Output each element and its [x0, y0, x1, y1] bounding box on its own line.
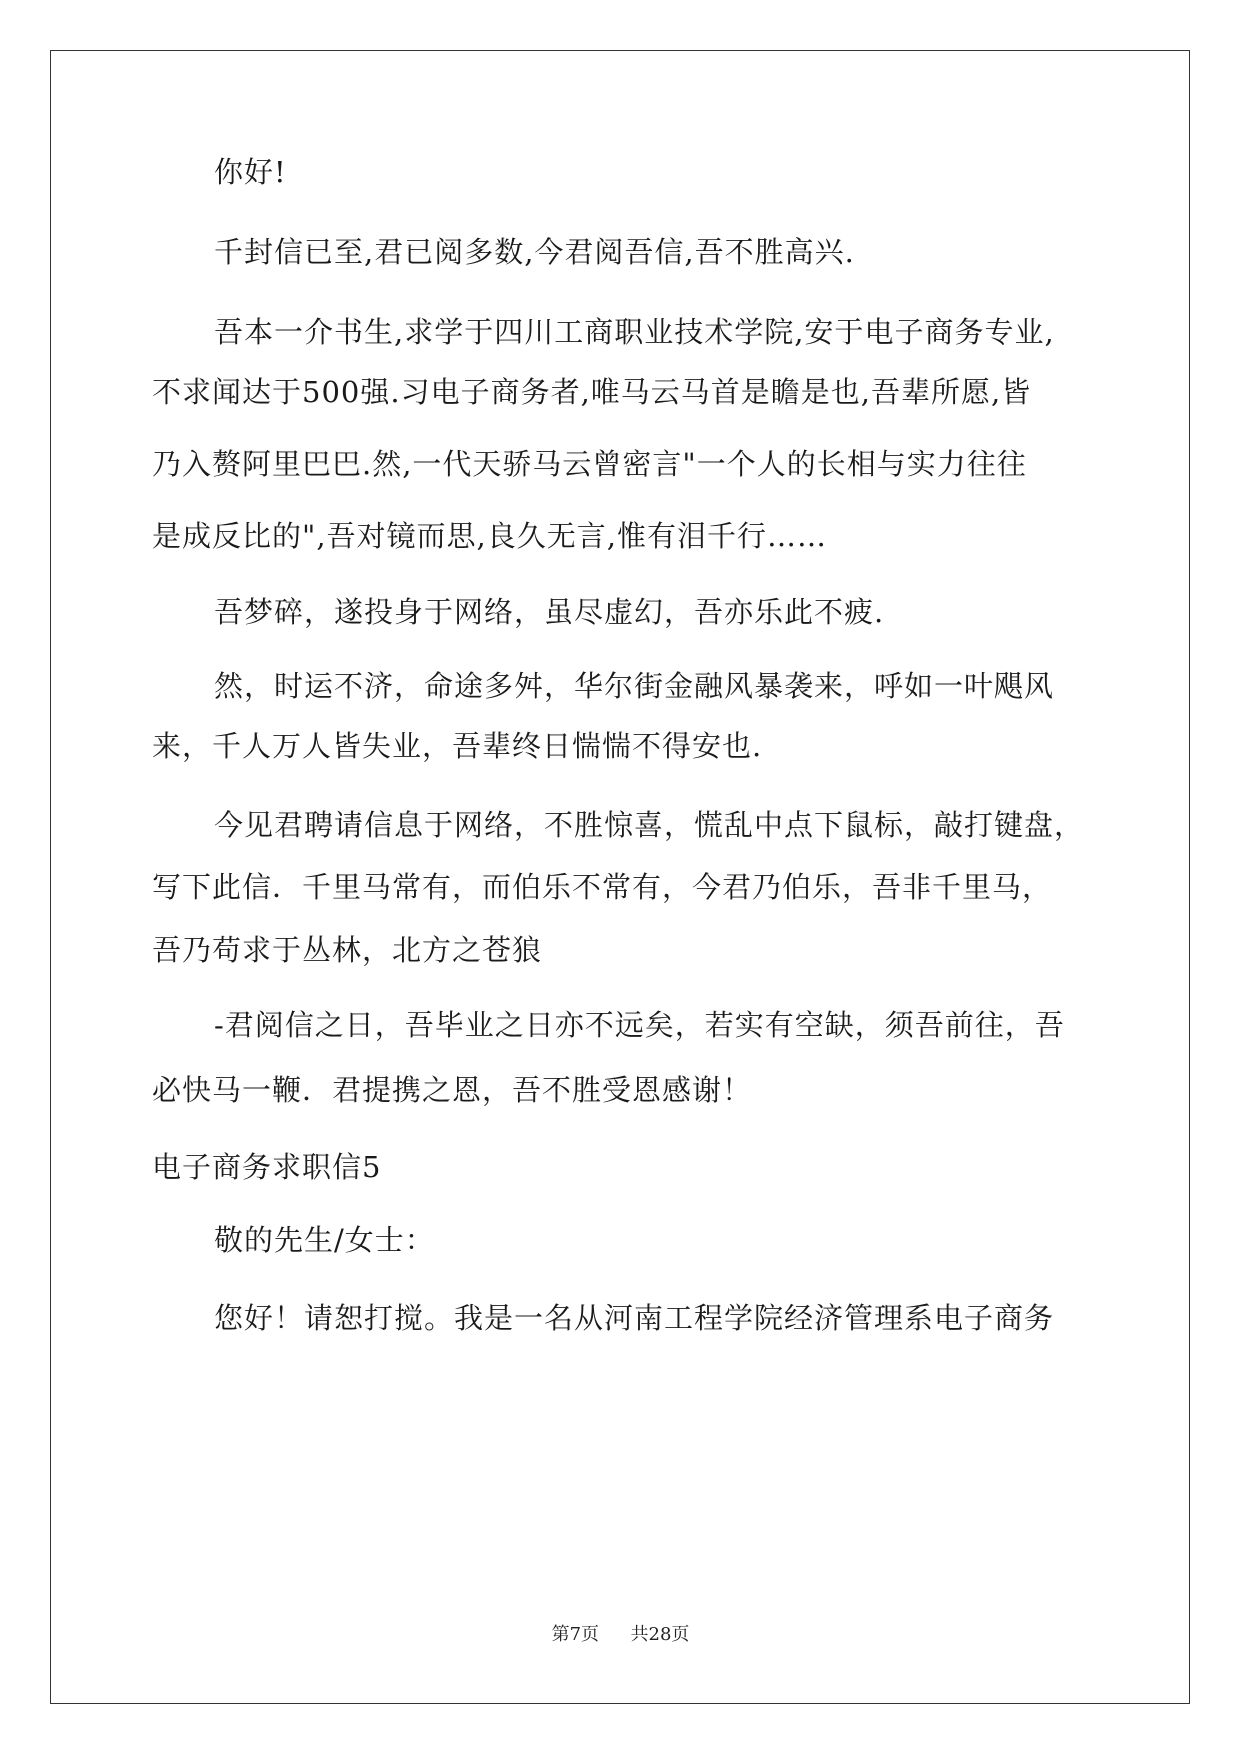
- text-line: 吾梦碎，遂投身于网络，虽尽虚幻，吾亦乐此不疲.: [214, 595, 885, 629]
- section-title: 电子商务求职信5: [152, 1150, 382, 1184]
- text-line: -君阅信之日，吾毕业之日亦不远矣，若实有空缺，须吾前往，吾: [214, 1008, 1065, 1042]
- text-line: 不求闻达于500强.习电子商务者,唯马云马首是瞻是也,吾辈所愿,皆: [152, 375, 1032, 409]
- text-line: 来，千人万人皆失业，吾辈终日惴惴不得安也.: [152, 729, 763, 763]
- text-line: 您好！请恕打搅。我是一名从河南工程学院经济管理系电子商务: [214, 1301, 1055, 1335]
- greeting-line: 你好!: [214, 155, 287, 189]
- text-line: 今见君聘请信息于网络，不胜惊喜，慌乱中点下鼠标，敲打键盘，: [214, 808, 1085, 842]
- salutation-line: 敬的先生/女士：: [214, 1223, 435, 1257]
- text-line: 千封信已至,君已阅多数,今君阅吾信,吾不胜高兴.: [214, 235, 855, 269]
- total-pages: 共28页: [630, 1624, 690, 1645]
- text-line: 然，时运不济，命途多舛，华尔街金融风暴袭来，呼如一叶飓风: [214, 669, 1055, 703]
- text-line: 乃入赘阿里巴巴.然,一代天骄马云曾密言"一个人的长相与实力往往: [152, 447, 1027, 481]
- text-line: 吾本一介书生,求学于四川工商职业技术学院,安于电子商务专业,: [214, 315, 1055, 349]
- page-footer: [0, 1620, 1241, 1646]
- text-line: 必快马一鞭．君提携之恩，吾不胜受恩感谢！: [152, 1073, 753, 1107]
- text-line: 是成反比的",吾对镜而思,良久无言,惟有泪千行……: [152, 519, 827, 553]
- text-line: 吾乃苟求于丛林，北方之苍狼: [152, 933, 543, 967]
- text-line: 写下此信．千里马常有，而伯乐不常有，今君乃伯乐，吾非千里马，: [152, 870, 1053, 904]
- page-number: 第7页: [551, 1624, 600, 1645]
